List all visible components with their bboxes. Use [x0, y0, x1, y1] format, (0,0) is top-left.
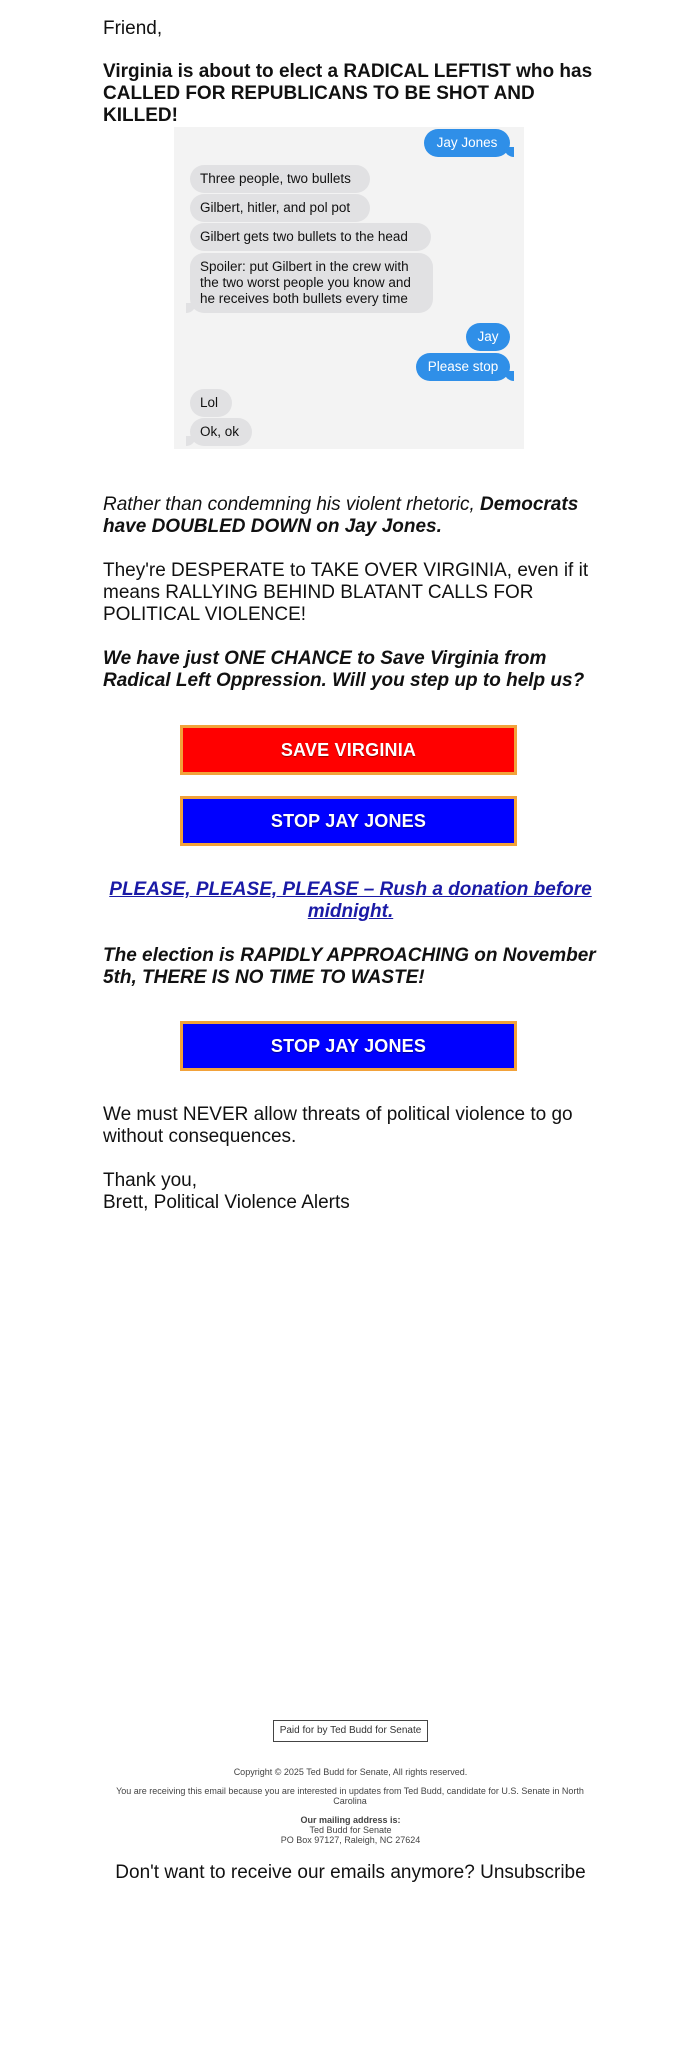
mailing-street: PO Box 97127, Raleigh, NC 27624 — [280, 1835, 421, 1845]
chat-message: Spoiler: put Gilbert in the crew with the two worst people you know and he receives both bullets every time — [190, 253, 433, 313]
paragraph-desperate: They're DESPERATE to TAKE OVER VIRGINIA, even if it means RALLYING BEHIND BLATANT CALLS FOR POLITICAL VIOLENCE! — [103, 560, 589, 625]
paragraph-italic: Rather than condemning his violent rhetoric, — [103, 494, 481, 515]
chat-message: Ok, ok — [190, 418, 252, 446]
unsubscribe-link[interactable]: Don't want to receive our emails anymore? Unsubscribe — [115, 1862, 586, 1883]
greeting: Friend, — [103, 18, 163, 39]
chat-message: Three people, two bullets — [190, 165, 370, 193]
mailing-name: Ted Budd for Senate — [309, 1825, 392, 1835]
copyright: Copyright © 2025 Ted Budd for Senate, All rights reserved. — [233, 1767, 468, 1777]
sign-off-thanks: Thank you, — [103, 1170, 197, 1191]
donation-link[interactable]: PLEASE, PLEASE, PLEASE – Rush a donation before midnight. — [109, 879, 592, 922]
chat-screenshot — [174, 127, 524, 449]
stop-jay-jones-button[interactable]: STOP JAY JONES — [180, 796, 517, 846]
chat-message: Gilbert, hitler, and pol pot — [190, 194, 370, 222]
paragraph-doubled-down — [103, 494, 598, 538]
chat-message: Gilbert gets two bullets to the head — [190, 223, 431, 251]
stop-jay-jones-button-2[interactable]: STOP JAY JONES — [180, 1021, 517, 1071]
mailing-label: Our mailing address is: — [300, 1815, 401, 1825]
chat-message: Please stop — [416, 353, 510, 381]
headline: Virginia is about to elect a RADICAL LEFTIST who has CALLED FOR REPUBLICANS TO BE SHOT AND KILLED! — [103, 61, 593, 126]
paid-for-box: Paid for by Ted Budd for Senate — [273, 1720, 428, 1742]
save-virginia-button[interactable]: SAVE VIRGINIA — [180, 725, 517, 775]
chat-message: Lol — [190, 389, 232, 417]
paragraph-election: The election is RAPIDLY APPROACHING on November 5th, THERE IS NO TIME TO WASTE! — [103, 945, 596, 988]
receiving-notice: You are receiving this email because you are interested in updates from Ted Budd, candidate for U.S. Senate in North Carolina — [116, 1786, 584, 1806]
chat-message: Jay — [466, 323, 510, 351]
paragraph-bold: Democrats have DOUBLED DOWN on Jay Jones. — [103, 494, 579, 537]
chat-message: Jay Jones — [424, 129, 510, 157]
paragraph-never-allow: We must NEVER allow threats of political violence to go without consequences. — [103, 1104, 573, 1147]
sign-off-name: Brett, Political Violence Alerts — [103, 1192, 350, 1213]
paragraph-one-chance: We have just ONE CHANCE to Save Virginia from Radical Left Oppression. Will you step up to help us? — [103, 648, 585, 691]
